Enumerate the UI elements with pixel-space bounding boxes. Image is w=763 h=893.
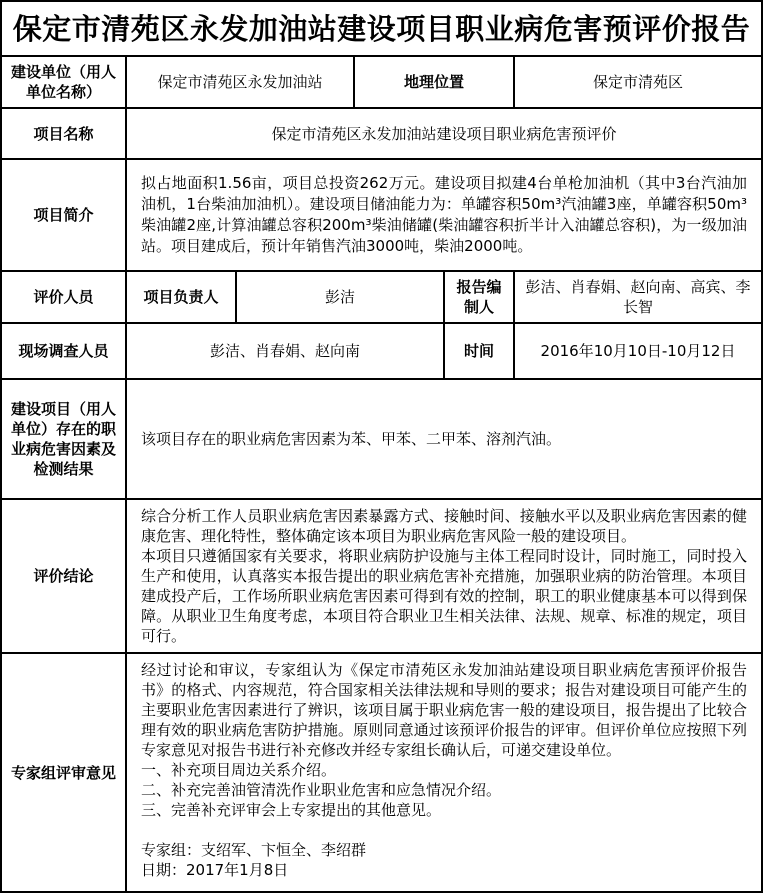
project-brief-row xyxy=(2,160,761,272)
expert-group-signature: 专家组：支绍军、卞恒全、李绍群 xyxy=(141,841,367,859)
project-brief-value xyxy=(127,160,761,270)
report-writers-label: 报告编制人 xyxy=(445,272,515,322)
expert-review-text xyxy=(133,656,755,884)
unit-row xyxy=(2,57,761,109)
survey-row xyxy=(2,324,761,380)
survey-time-label: 时间 xyxy=(445,324,515,378)
blank-line xyxy=(141,820,747,840)
conclusion-text xyxy=(133,502,755,650)
hazards-row xyxy=(2,380,761,500)
survey-personnel-names: 彭洁、肖春娟、赵向南 xyxy=(127,324,445,378)
survey-time-value: 2016年10月10日-10月12日 xyxy=(540,342,736,360)
project-brief-label: 项目简介 xyxy=(2,160,127,270)
conclusion-paragraph-2: 本项目只遵循国家有关要求，将职业病防护设施与主体工程同时设计，同时施工，同时投入生产和使用，认真落实本报告提出的职业病危害补充措施，加强职业病的防治管理。本项目建成投产后，工作场所职业病危害因素可得到有效的控制，职工的职业健康基本可以得到保障。从职业卫生角度考虑，本项目符合职业卫生相关法律、法规、规章、标准的规定，项目可行。 xyxy=(141,547,747,645)
title-row xyxy=(2,2,761,57)
evaluators-row xyxy=(2,272,761,324)
expert-review-label: 专家组评审意见 xyxy=(2,654,127,891)
expert-review-item-3: 三、完善补充评审会上专家提出的其他意见。 xyxy=(141,801,442,819)
expert-review-item-2: 二、补充完善油管清洗作业职业危害和应急情况介绍。 xyxy=(141,781,502,799)
project-name-value: 保定市清苑区永发加油站建设项目职业病危害预评价 xyxy=(271,124,617,143)
conclusion-paragraph-1: 综合分析工作人员职业病危害因素暴露方式、接触时间、接触水平以及职业病危害因素的健康危害、理化特性，整体确定该本项目为职业病危害风险一般的建设项目。 xyxy=(141,507,747,545)
conclusion-label: 评价结论 xyxy=(2,500,127,652)
unit-name-value: 保定市清苑区永发加油站 xyxy=(127,57,355,107)
hazards-text: 该项目存在的职业病危害因素为苯、甲苯、二甲苯、溶剂汽油。 xyxy=(141,430,562,448)
location-label: 地理位置 xyxy=(355,57,515,107)
expert-review-row xyxy=(2,654,761,891)
conclusion-row xyxy=(2,500,761,654)
expert-review-paragraph: 经过讨论和审议，专家组认为《保定市清苑区永发加油站建设项目职业病危害预评价报告书》的格式、内容规范，符合国家相关法律法规和导则的要求；报告对建设项目可能产生的主要职业危害因素进行了辨识，该项目属于职业病危害一般的建设项目，报告提出了比较合理有效的职业病危害防护措施。原则同意通过该预评价报告的评审。但评价单位应按照下列专家意见对报告书进行补充修改并经专家组长确认后，可递交建设单位。 xyxy=(141,661,747,759)
location-value: 保定市清苑区 xyxy=(592,73,683,91)
expert-review-date: 日期：2017年1月8日 xyxy=(141,861,289,879)
expert-review-item-1: 一、补充项目周边关系介绍。 xyxy=(141,761,337,779)
evaluators-label: 评价人员 xyxy=(2,272,127,322)
project-leader-name: 彭洁 xyxy=(237,272,445,322)
report-writers-names: 彭洁、肖春娟、赵向南、高宾、李长智 xyxy=(525,278,751,316)
hazards-label: 建设项目（用人单位）存在的职业病危害因素及检测结果 xyxy=(2,380,127,498)
report-title: 保定市清苑区永发加油站建设项目职业病危害预评价报告 xyxy=(12,11,751,46)
project-leader-label: 项目负责人 xyxy=(127,272,237,322)
expert-review-value xyxy=(127,654,761,891)
unit-name-label: 建设单位（用人单位名称） xyxy=(2,57,127,107)
project-name-row xyxy=(2,109,761,160)
survey-personnel-label: 现场调查人员 xyxy=(2,324,127,378)
project-brief-text: 拟占地面积1.56亩，项目总投资262万元。建设项目拟建4台单枪加油机（其中3台汽油加油机，1台柴油加油机）。建设项目储油能力为：单罐容积50m³汽油罐3座，单罐容积50m³柴油罐2座,计算油罐总容积200m³柴油储罐(柴油罐容积折半计入油罐总容积)，为一级加油站。项目建成后，预计年销售汽油3000吨，柴油2000吨。 xyxy=(141,174,747,255)
hazards-value xyxy=(127,380,761,498)
project-name-label: 项目名称 xyxy=(2,109,127,158)
conclusion-value xyxy=(127,500,761,652)
